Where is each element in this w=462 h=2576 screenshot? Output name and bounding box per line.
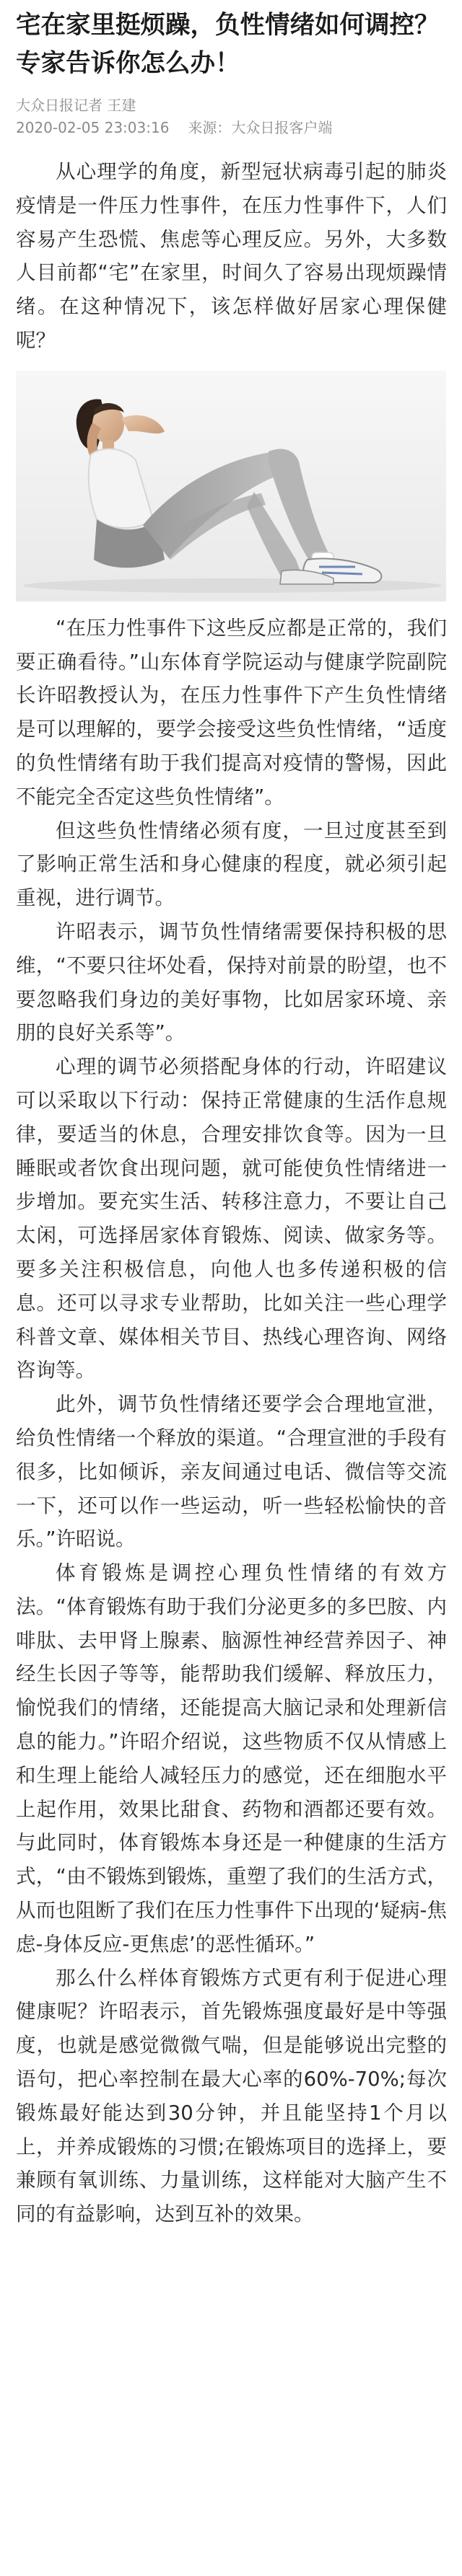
article-paragraph: 体育锻炼是调控心理负性情绪的有效方法。“体育锻炼有助于我们分泌更多的多巴胺、内啡肽、去甲肾上腺素、脑源性神经营养因子、神经生长因子等等，能帮助我们缓解、释放压力，愉悦我们的情绪，还能提高大脑记录和处理新信息的能力。”许昭介绍说，这些物质不仅从情感上和生理上能给人减轻压力的感觉，还在细胞水平上起作用，效果比甜食、药物和酒都还要有效。与此同时，体育锻炼本身还是一种健康的生活方式，“由不锻炼到锻炼，重塑了我们的生活方式，从而也阻断了我们在压力性事件下出现的‘疑病-焦虑-身体反应-更焦虑’的恶性循环。” [16, 1561, 447, 1956]
sit-up-illustration [16, 371, 446, 601]
article-source: 来源：大众日报客户端 [188, 119, 333, 136]
article-title: 宅在家里挺烦躁，负性情绪如何调控？专家告诉你怎么办！ [16, 11, 440, 78]
article-byline: 大众日报记者 王建 [16, 97, 136, 114]
article-paragraph: 从心理学的角度，新型冠状病毒引起的肺炎疫情是一件压力性事件，在压力性事件下，人们容易产生恐慌、焦虑等心理反应。另外，大多数人目前都“宅”在家里，时间久了容易出现烦躁情绪。在这种情况下，该怎样做好居家心理保健呢？ [16, 160, 447, 352]
woman-doing-sit-ups-photo [16, 371, 446, 601]
article-paragraph: 此外，调节负性情绪还要学会合理地宣泄，给负性情绪一个释放的渠道。“合理宣泄的手段有很多，比如倾诉，亲友间通过电话、微信等交流一下，还可以作一些运动，听一些轻松愉快的音乐。”许昭说。 [16, 1393, 447, 1551]
article-paragraph: 那么什么样体育锻炼方式更有利于促进心理健康呢？许昭表示，首先锻炼强度最好是中等强度，也就是感觉微微气喘，但是能够说出完整的语句，把心率控制在最大心率的60%-70%;每次锻炼最好能达到30分钟，并且能坚持1个月以上，并养成锻炼的习惯;在锻炼项目的选择上，要兼顾有氧训练、力量训练，这样能对大脑产生不同的有益影响，达到互补的效果。 [16, 1966, 447, 2226]
article-paragraph: 许昭表示，调节负性情绪需要保持积极的思维，“不要只往坏处看，保持对前景的盼望，也不要忽略我们身边的美好事物，比如居家环境、亲朋的良好关系等”。 [16, 919, 447, 1045]
article-paragraph: 但这些负性情绪必须有度，一旦过度甚至到了影响正常生活和身心健康的程度，就必须引起重视，进行调节。 [16, 819, 447, 910]
article-paragraph: 心理的调节必须搭配身体的行动，许昭建议可以采取以下行动：保持正常健康的生活作息规律，要适当的休息，合理安排饮食等。因为一旦睡眠或者饮食出现问题，就可能使负性情绪进一步增加。要充实生活、转移注意力，不要让自己太闲，可选择居家体育锻炼、阅读、做家务等。要多关注积极信息，向他人也多传递积极的信息。还可以寻求专业帮助，比如关注一些心理学科普文章、媒体相关节目、热线心理咨询、网络咨询等。 [16, 1055, 447, 1382]
article-timestamp: 2020-02-05 23:03:16 [16, 119, 170, 136]
article-paragraph: “在压力性事件下这些反应都是正常的，我们要正确看待。”山东体育学院运动与健康学院副院长许昭教授认为，在压力性事件下产生负性情绪是可以理解的，要学会接受这些负性情绪，“适度的负性情绪有助于我们提高对疫情的警惕，因此不能完全否定这些负性情绪”。 [16, 616, 447, 808]
article-meta [16, 117, 447, 139]
